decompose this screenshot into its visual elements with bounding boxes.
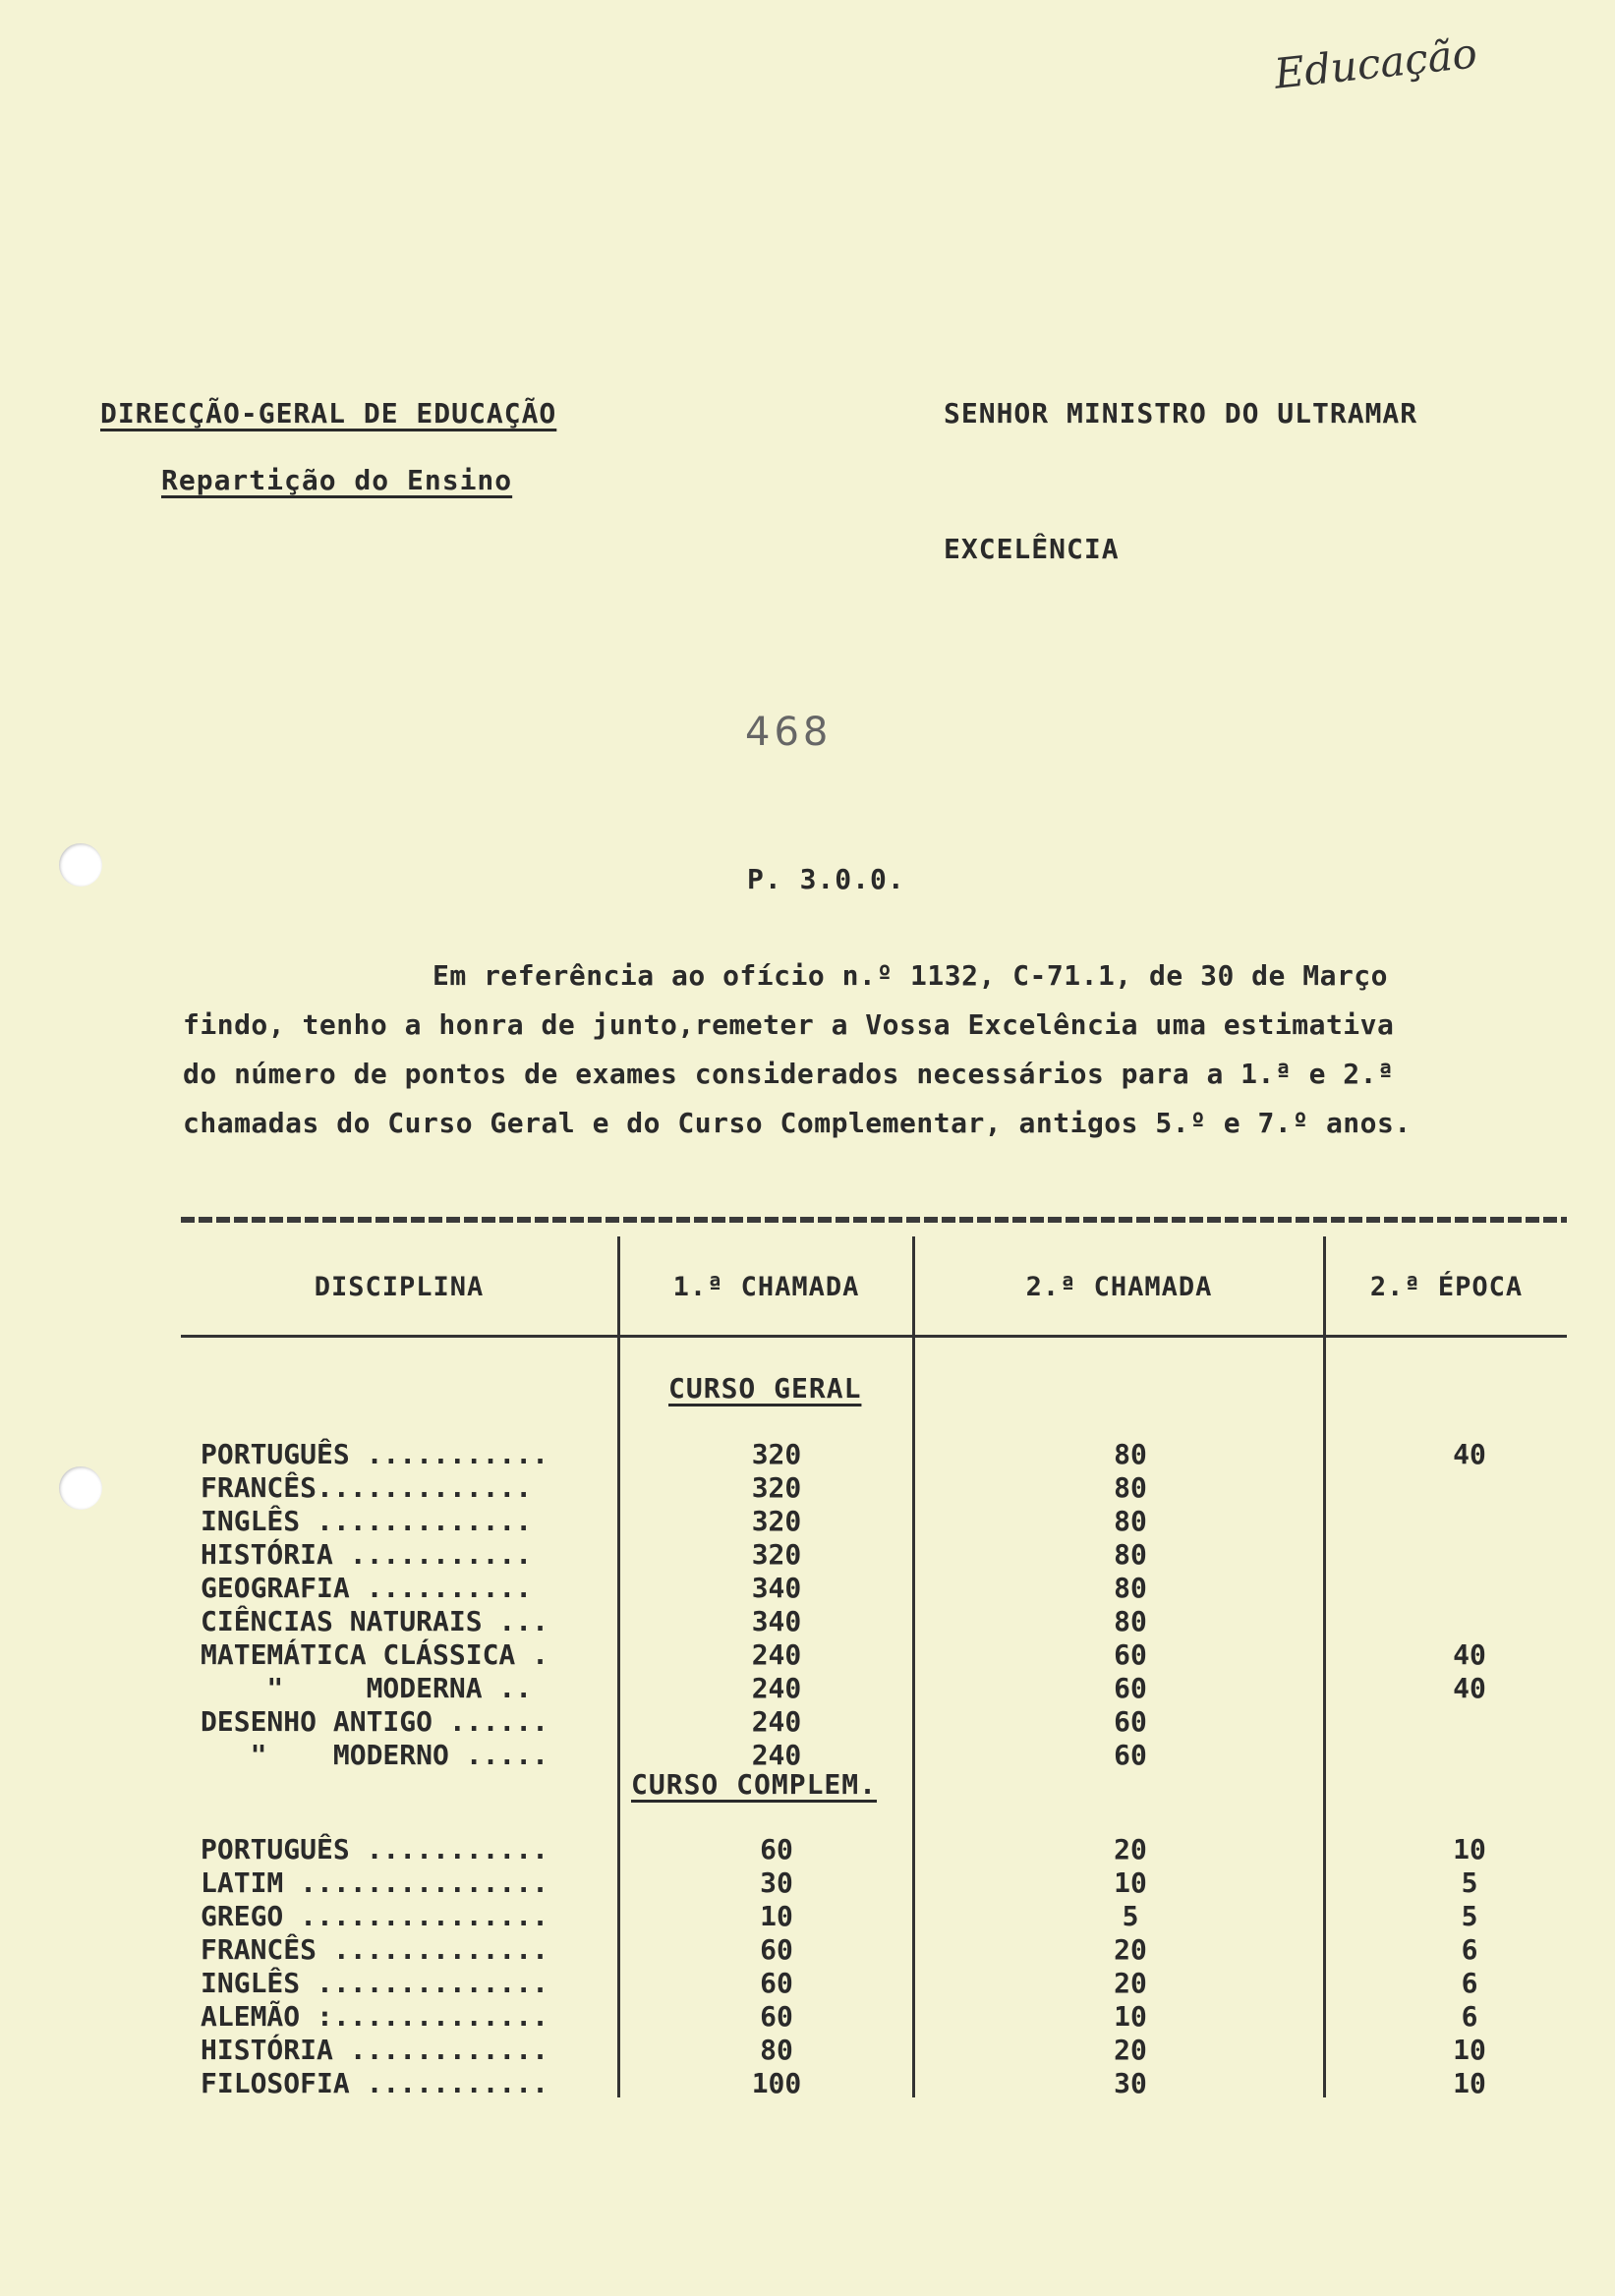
body-line: chamadas do Curso Geral e do Curso Complementar, antigos 5.º e 7.º anos. (183, 1107, 1412, 1139)
subject-label: FILOSOFIA ........... (201, 2067, 549, 2099)
reference-code: P. 3.0.0. (747, 863, 905, 895)
table-row (0, 1705, 1615, 1739)
first-call-value: 100 (751, 2067, 802, 2099)
first-call-value: 320 (751, 1438, 802, 1470)
subject-label: CIÊNCIAS NATURAIS ... (201, 1605, 549, 1637)
body-line: findo, tenho a honra de junto,remeter a Vossa Excelência uma estimativa (183, 1008, 1395, 1041)
second-season-value: 10 (1453, 2067, 1486, 2099)
first-call-value: 10 (760, 1900, 793, 1932)
second-season-value: 5 (1461, 1900, 1478, 1932)
table-row (0, 1933, 1615, 1967)
table-row (0, 2067, 1615, 2100)
table-row (0, 2034, 1615, 2067)
stamp-number: 468 (745, 710, 833, 755)
second-call-value: 80 (1114, 1538, 1147, 1571)
table-row (0, 1505, 1615, 1538)
second-season-value: 6 (1461, 2000, 1478, 2033)
second-call-value: 60 (1114, 1672, 1147, 1704)
first-call-value: 240 (751, 1739, 802, 1771)
first-call-value: 60 (760, 1933, 793, 1966)
table-row (0, 1605, 1615, 1638)
subject-label: HISTÓRIA ........... (201, 1538, 533, 1571)
second-call-value: 60 (1114, 1739, 1147, 1771)
subject-label: MATEMÁTICA CLÁSSICA . (201, 1638, 549, 1671)
subject-label: PORTUGUÊS ........... (201, 1833, 549, 1866)
first-call-value: 30 (760, 1866, 793, 1899)
first-call-value: 340 (751, 1572, 802, 1604)
table-row (0, 1438, 1615, 1471)
first-call-value: 340 (751, 1605, 802, 1637)
table-row (0, 2000, 1615, 2034)
table-row (0, 1538, 1615, 1572)
subject-label: LATIM ............... (201, 1866, 549, 1899)
table-header-rule (181, 1335, 1567, 1338)
first-call-value: 320 (751, 1505, 802, 1537)
second-season-value: 40 (1453, 1672, 1486, 1704)
second-season-value: 10 (1453, 1833, 1486, 1866)
second-season-value: 40 (1453, 1638, 1486, 1671)
second-call-value: 10 (1114, 1866, 1147, 1899)
section-title: CURSO COMPLEM. (631, 1768, 878, 1801)
subject-label: " MODERNO ..... (201, 1739, 549, 1771)
second-call-value: 10 (1114, 2000, 1147, 2033)
table-row (0, 1866, 1615, 1900)
body-line: Em referência ao ofício n.º 1132, C-71.1, de 30 de Março (433, 959, 1389, 992)
column-header: DISCIPLINA (314, 1272, 485, 1302)
first-call-value: 80 (760, 2034, 793, 2066)
table-row (0, 1638, 1615, 1672)
subject-label: ALEMÃO :............. (201, 2000, 549, 2033)
addressee: SENHOR MINISTRO DO ULTRAMAR (944, 397, 1418, 430)
first-call-value: 240 (751, 1672, 802, 1704)
second-call-value: 20 (1114, 1833, 1147, 1866)
subject-label: FRANCÊS ............. (201, 1933, 549, 1966)
subject-label: FRANCÊS............. (201, 1471, 533, 1504)
first-call-value: 60 (760, 2000, 793, 2033)
second-season-value: 6 (1461, 1933, 1478, 1966)
subject-label: INGLÊS .............. (201, 1967, 549, 1999)
second-call-value: 80 (1114, 1572, 1147, 1604)
body-line: do número de pontos de exames considerados necessários para a 1.ª e 2.ª (183, 1058, 1395, 1090)
table-row (0, 1833, 1615, 1866)
table-row (0, 1572, 1615, 1605)
first-call-value: 240 (751, 1705, 802, 1738)
second-season-value: 10 (1453, 2034, 1486, 2066)
department-subtitle: Repartição do Ensino (161, 464, 513, 496)
second-call-value: 80 (1114, 1438, 1147, 1470)
column-header: 1.ª CHAMADA (672, 1272, 860, 1302)
first-call-value: 320 (751, 1538, 802, 1571)
first-call-value: 60 (760, 1833, 793, 1866)
second-call-value: 80 (1114, 1471, 1147, 1504)
first-call-value: 240 (751, 1638, 802, 1671)
subject-label: " MODERNA .. (201, 1672, 533, 1704)
second-season-value: 6 (1461, 1967, 1478, 1999)
subject-label: DESENHO ANTIGO ...... (201, 1705, 549, 1738)
table-row (0, 1471, 1615, 1505)
subject-label: PORTUGUÊS ........... (201, 1438, 549, 1470)
second-season-value: 5 (1461, 1866, 1478, 1899)
second-call-value: 20 (1114, 1967, 1147, 1999)
punch-hole (59, 843, 102, 887)
section-title: CURSO GERAL (668, 1372, 862, 1405)
first-call-value: 320 (751, 1471, 802, 1504)
second-call-value: 80 (1114, 1605, 1147, 1637)
salutation: EXCELÊNCIA (944, 533, 1120, 565)
second-call-value: 20 (1114, 1933, 1147, 1966)
column-header: 2.ª CHAMADA (1025, 1272, 1213, 1302)
table-row (0, 1967, 1615, 2000)
column-header: 2.ª ÉPOCA (1369, 1272, 1524, 1302)
second-call-value: 5 (1122, 1900, 1139, 1932)
second-call-value: 60 (1114, 1638, 1147, 1671)
subject-label: GEOGRAFIA .......... (201, 1572, 533, 1604)
table-top-rule (181, 1217, 1567, 1223)
table-row (0, 1739, 1615, 1772)
first-call-value: 60 (760, 1967, 793, 1999)
department-title: DIRECÇÃO-GERAL DE EDUCAÇÃO (100, 397, 557, 430)
table-row (0, 1900, 1615, 1933)
second-call-value: 30 (1114, 2067, 1147, 2099)
subject-label: INGLÊS ............. (201, 1505, 533, 1537)
second-call-value: 80 (1114, 1505, 1147, 1537)
subject-label: GREGO ............... (201, 1900, 549, 1932)
second-call-value: 60 (1114, 1705, 1147, 1738)
second-call-value: 20 (1114, 2034, 1147, 2066)
handwritten-note: Educação (1272, 29, 1480, 98)
second-season-value: 40 (1453, 1438, 1486, 1470)
table-row (0, 1672, 1615, 1705)
subject-label: HISTÓRIA ............ (201, 2034, 549, 2066)
